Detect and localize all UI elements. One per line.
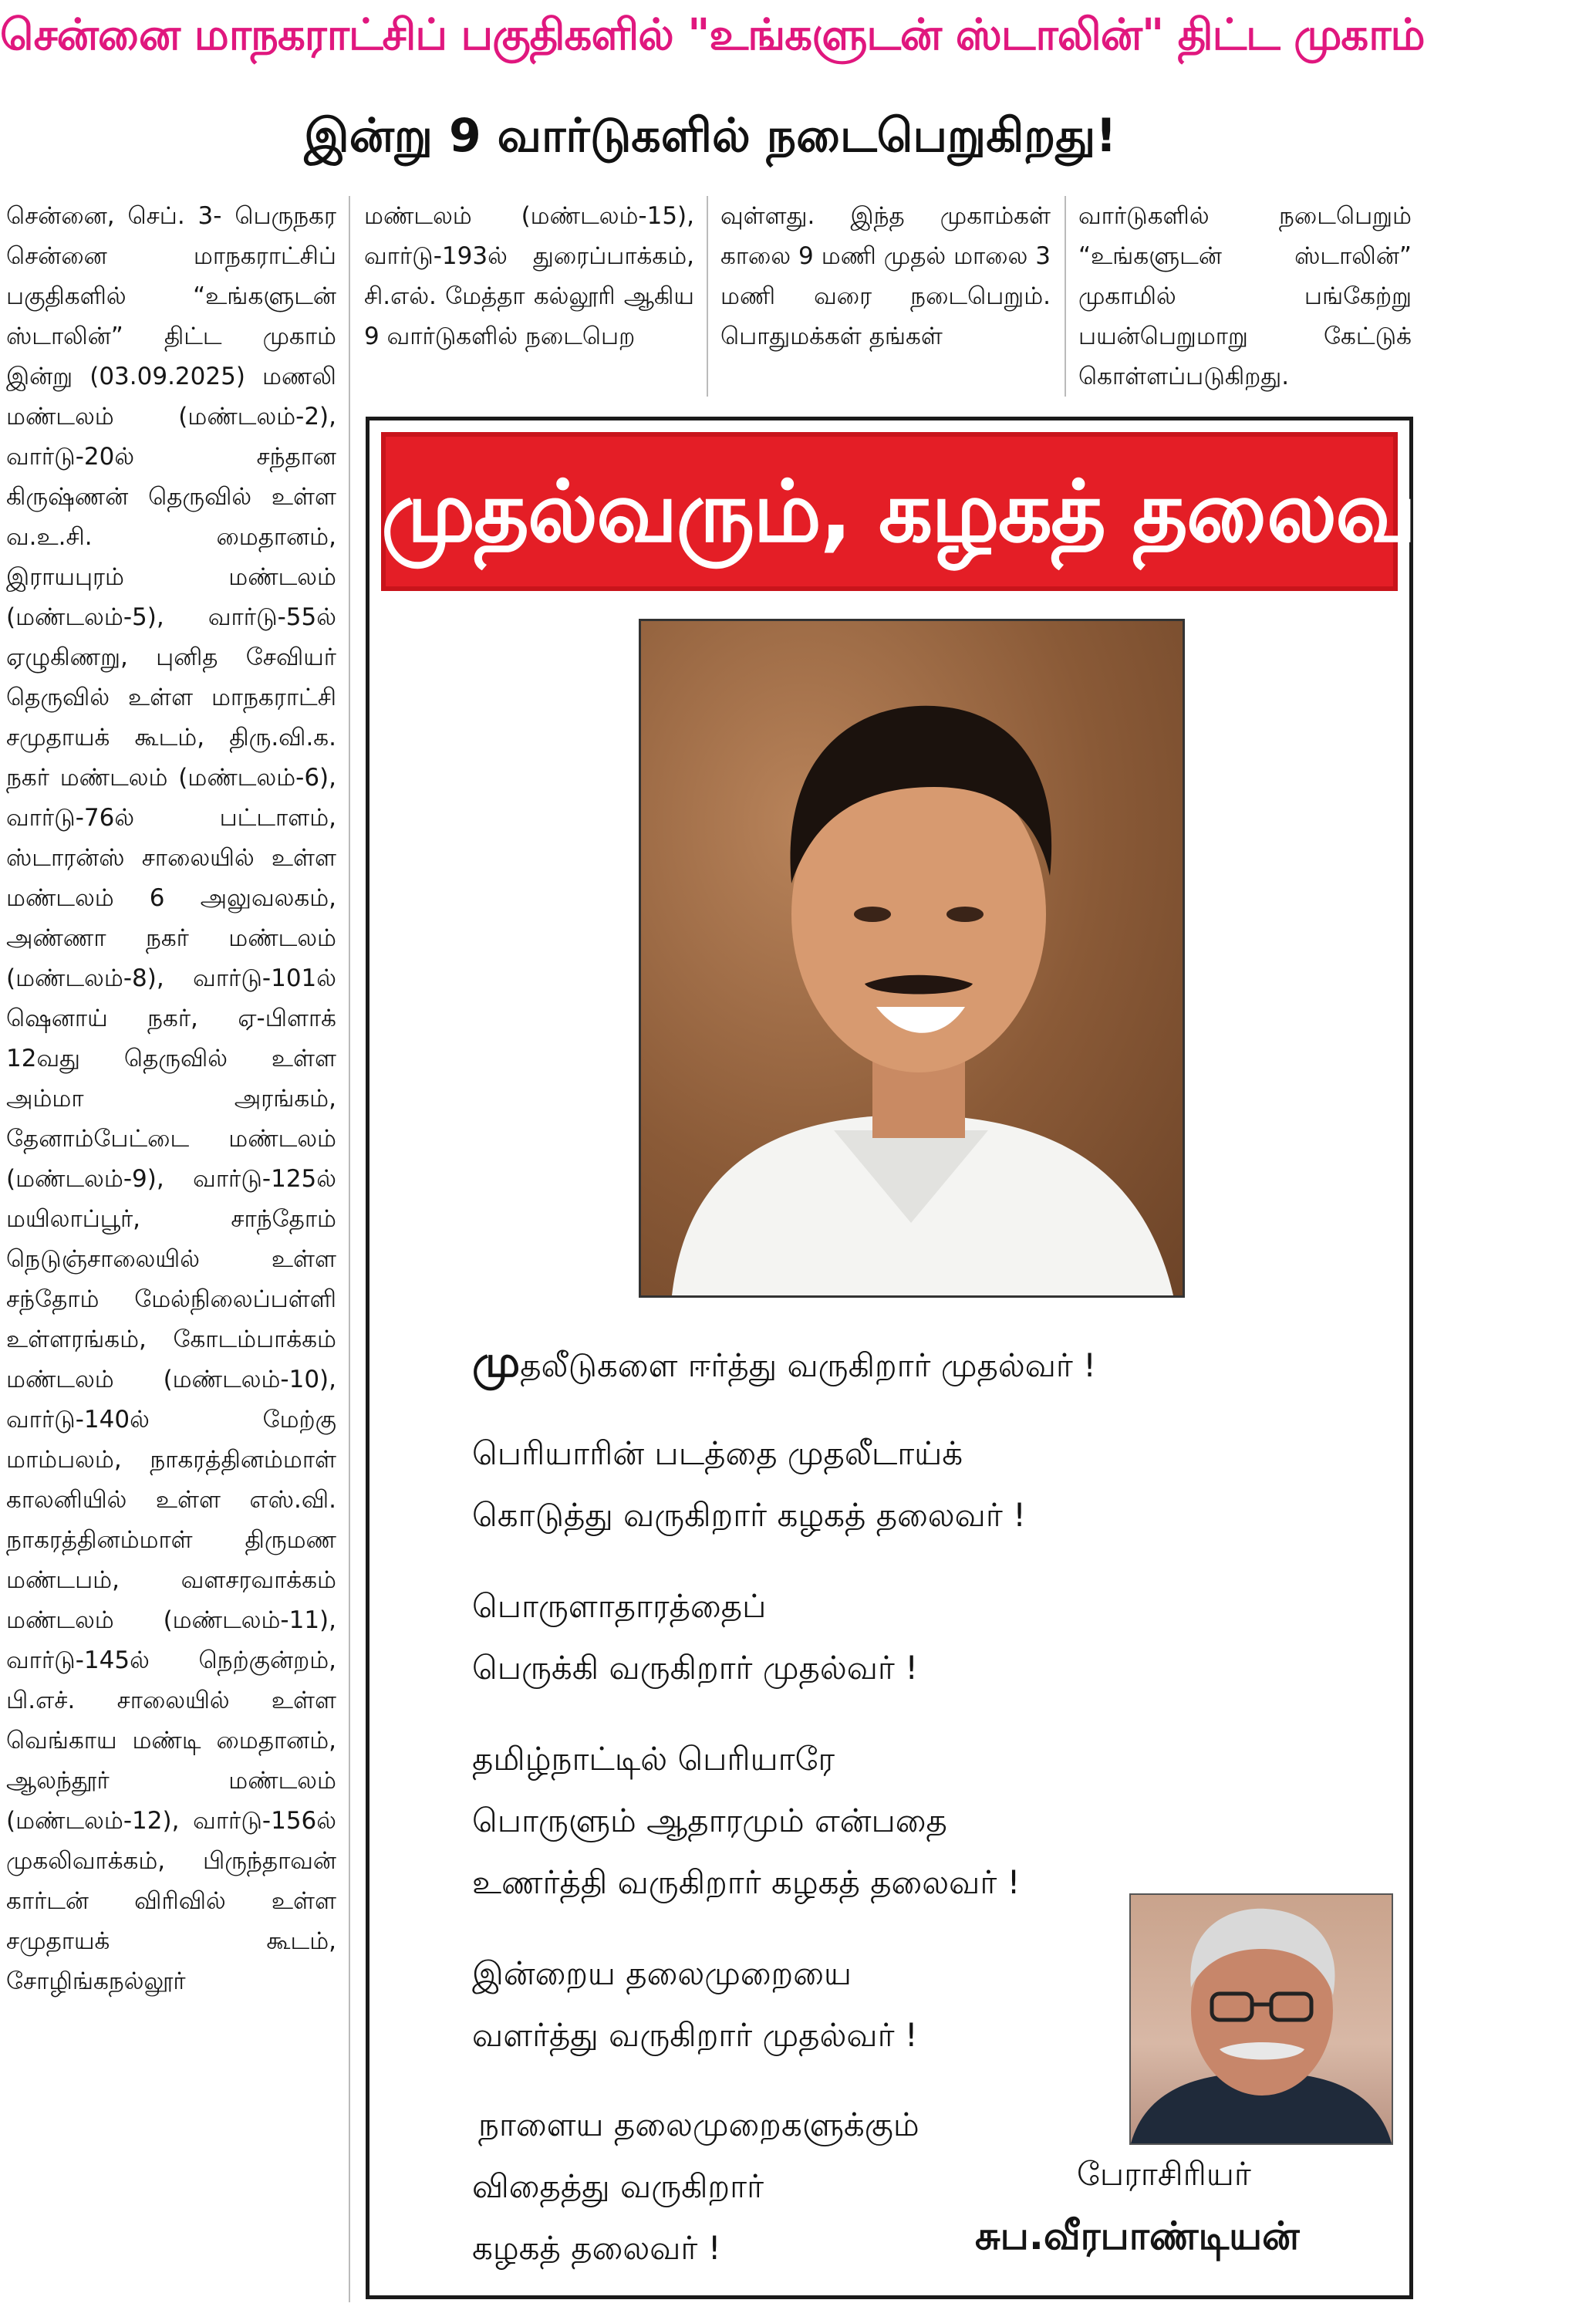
poem-line-11: நாளைய தலைமுறைகளுக்கும் — [478, 2106, 919, 2143]
poem-line-5: பெருக்கி வருகிறார் முதல்வர் ! — [472, 1649, 919, 1687]
headline: சென்னை மாநகராட்சிப் பகுதிகளில் "உங்களுடன் ஸ்டாலின்" திட்ட முகாம் — [0, 10, 1425, 60]
poem-line-10: வளர்த்து வருகிறார் முதல்வர் ! — [472, 2016, 918, 2054]
poem-line-2: பெரியாரின் படத்தை முதலீடாய்க் — [472, 1434, 963, 1472]
author-name: சுப.வீரபாண்டியன் — [975, 2214, 1300, 2258]
article-column-1: சென்னை, செப். 3- பெருநகர சென்னை மாநகராட்சிப் பகுதிகளில் “உங்களுடன் ஸ்டாலின்” திட்ட முகாம் இன்று (03.09.2025) மணலி மண்டலம் (மண்டலம்-2), வார்டு-20ல் சந்தான கிருஷ்ணன் தெருவில் உள்ள வ.உ.சி. மைதானம், இராயபுரம் மண்டலம் (மண்டலம்-5), வார்டு-55ல் ஏழுகிணறு, புனித சேவியர் தெருவில் உள்ள மாநகராட்சி சமுதாயக் கூடம், திரு.வி.க. நகர் மண்டலம் (மண்டலம்-6), வார்டு-76ல் பட்டாளம், ஸ்டாரன்ஸ் சாலையில் உள்ள மண்டலம் 6 அலுவலகம், அண்ணா நகர் மண்டலம் (மண்டலம்-8), வார்டு-101ல் ஷெனாய் நகர், ஏ-பிளாக் 12வது தெருவில் உள்ள அம்மா அரங்கம், தேனாம்பேட்டை மண்டலம் (மண்டலம்-9), வார்டு-125ல் மயிலாப்பூர், சாந்தோம் நெடுஞ்சாலையில் உள்ள சந்தோம் மேல்நிலைப்பள்ளி உள்ளரங்கம், கோடம்பாக்கம் மண்டலம் (மண்டலம்-10), வார்டு-140ல் மேற்கு மாம்பலம், நாகரத்தினம்மாள் காலனியில் உள்ள எஸ்.வி. நாகரத்தினம்மாள் திருமண மண்டபம், வளசரவாக்கம் மண்டலம் (மண்டலம்-11), வார்டு-145ல் நெற்குன்றம், பி.எச். சாலையில் உள்ள வெங்காய மண்டி மைதானம், ஆலந்தூர் மண்டலம் (மண்டலம்-12), வார்டு-156ல் முகலிவாக்கம், பிருந்தாவன் கார்டன் விரிவில் உள்ள சமுதாயக் கூடம், சோழிங்கநல்லூர் — [6, 202, 336, 1995]
poem-line-4: பொருளாதாரத்தைப் — [472, 1587, 767, 1625]
author-photo — [1129, 1893, 1393, 2145]
subheadline: இன்று 9 வார்டுகளில் நடைபெறுகிறது! — [304, 109, 1117, 163]
article-column-4: வார்டுகளில் நடைபெறும் “உங்களுடன் ஸ்டாலின்” முகாமில் பங்கேற்று பயன்பெறுமாறு கேட்டுக் கொள்ளப்படுகிறது. — [1078, 202, 1412, 390]
column-divider — [349, 196, 350, 2302]
column-divider — [1065, 196, 1066, 397]
tribute-banner: முதல்வரும், கழகத் தலைவரும்! — [381, 432, 1398, 591]
poem-line-12: விதைத்து வருகிறார் — [472, 2167, 764, 2205]
author-title: பேராசிரியர் — [1077, 2155, 1251, 2193]
column-divider — [707, 196, 708, 397]
poem-line-7: பொருளும் ஆதாரமும் என்பதை — [472, 1802, 947, 1839]
poem-line-3: கொடுத்து வருகிறார் கழகத் தலைவர் ! — [472, 1496, 1026, 1534]
chief-minister-photo — [639, 619, 1185, 1298]
poem-line-9: இன்றைய தலைமுறையை — [472, 1954, 852, 1992]
poem-line-13: கழகத் தலைவர் ! — [472, 2229, 721, 2267]
poem-line-1: முதலீடுகளை ஈர்த்து வருகிறார் முதல்வர் ! — [472, 1337, 1097, 1387]
poem-line-8: உணர்த்தி வருகிறார் கழகத் தலைவர் ! — [472, 1863, 1021, 1901]
poem-line-6: தமிழ்நாட்டில் பெரியாரே — [472, 1740, 835, 1778]
article-column-3: வுள்ளது. இந்த முகாம்கள் காலை 9 மணி முதல் மாலை 3 மணி வரை நடைபெறும். பொதுமக்கள் தங்கள் — [720, 202, 1051, 350]
article-column-2: மண்டலம் (மண்டலம்-15), வார்டு-193ல் துரைப்பாக்கம், சி.எல். மேத்தா கல்லூரி ஆகிய 9 வார்டுகளில் நடைபெற — [364, 202, 694, 350]
